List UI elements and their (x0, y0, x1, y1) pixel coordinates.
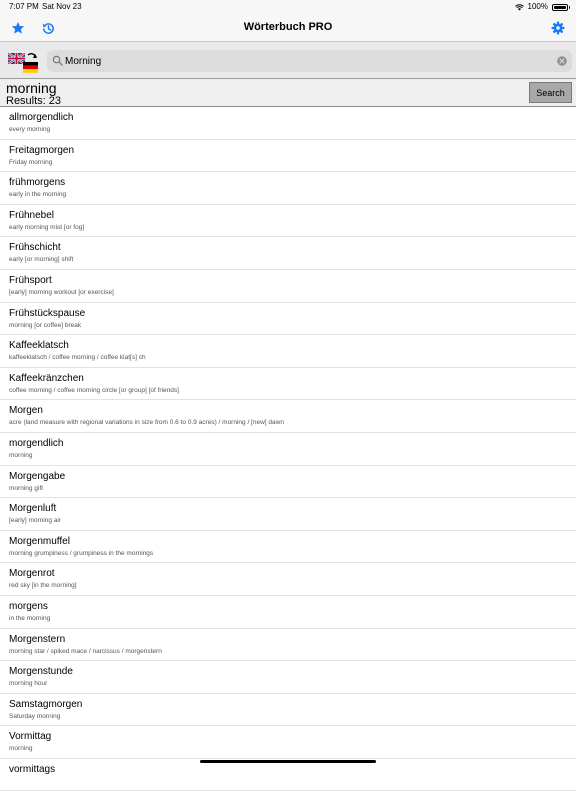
list-item[interactable] (0, 303, 576, 336)
entry-translation: kaffeeklatsch / coffee morning / coffee klat[s] ch (9, 354, 146, 362)
entry-term: Frühstückspause (9, 307, 86, 319)
wifi-icon (515, 4, 524, 11)
list-item[interactable] (0, 498, 576, 531)
entry-term: Morgenrot (9, 568, 55, 580)
gear-icon (551, 21, 565, 35)
entry-term: Vormittag (9, 731, 52, 743)
list-item[interactable] (0, 759, 576, 791)
search-button[interactable]: Search (529, 82, 572, 103)
list-item[interactable] (0, 400, 576, 433)
entry-term: Morgengabe (9, 470, 66, 482)
entry-term: Kaffeekränzchen (9, 372, 84, 384)
entry-term: Kaffeeklatsch (9, 340, 69, 352)
list-item[interactable] (0, 694, 576, 727)
entry-translation: morning (9, 451, 33, 459)
list-item[interactable] (0, 563, 576, 596)
entry-translation: morning star / spiked mace / narcissus / morgenstern (9, 647, 162, 655)
entry-translation: [early] morning workout [or exercise] (9, 288, 114, 296)
search-row (0, 42, 576, 79)
entry-term: Morgenstunde (9, 666, 73, 678)
list-item[interactable] (0, 726, 576, 759)
list-item[interactable] (0, 107, 576, 140)
entry-translation: [early] morning air (9, 517, 62, 525)
nav-bar (0, 14, 576, 42)
entry-translation: early [or morning] shift (9, 256, 74, 264)
entry-term: Morgenstern (9, 633, 66, 645)
entry-term: vormittags (9, 763, 56, 775)
entry-translation: morning hour (9, 680, 48, 688)
list-item[interactable] (0, 140, 576, 173)
entry-translation: Saturday morning (9, 712, 61, 720)
status-bar (0, 0, 576, 14)
search-input[interactable] (65, 52, 545, 70)
page-title: Wörterbuch PRO (243, 21, 333, 33)
entry-translation: red sky [in the morning] (9, 582, 77, 590)
entry-translation: early in the morning (9, 191, 67, 199)
list-item[interactable] (0, 335, 576, 368)
list-item[interactable] (0, 237, 576, 270)
list-item[interactable] (0, 466, 576, 499)
list-item[interactable] (0, 368, 576, 401)
entry-translation: morning grumpiness / grumpiness in the mornings (9, 549, 154, 557)
list-item[interactable] (0, 205, 576, 238)
magnifier-icon (52, 55, 63, 66)
status-time: 7:07 PM (9, 2, 39, 11)
status-date: Sat Nov 23 (42, 2, 82, 11)
entry-translation: morning gift (9, 484, 43, 492)
entry-term: allmorgendlich (9, 112, 74, 123)
list-item[interactable] (0, 433, 576, 466)
entry-term: Morgenluft (9, 503, 57, 515)
entry-term: Samstagmorgen (9, 698, 83, 710)
entry-translation: early morning mist [or fog] (9, 223, 85, 231)
entry-translation: morning [or coffee] break (9, 321, 82, 329)
entry-translation: in the morning (9, 614, 51, 622)
entry-term: Frühnebel (9, 209, 55, 221)
entry-term: Frühschicht (9, 242, 61, 254)
entry-term: Freitagmorgen (9, 144, 75, 156)
entry-translation: coffee morning / coffee morning circle [or group] [of friends] (9, 386, 179, 394)
entry-term: frühmorgens (9, 177, 66, 189)
battery-fill (554, 6, 566, 9)
entry-term: Morgenmuffel (9, 535, 70, 547)
list-item[interactable] (0, 629, 576, 662)
list-item[interactable] (0, 661, 576, 694)
flag-swap-icon[interactable] (8, 49, 40, 73)
results-list[interactable] (0, 107, 576, 775)
clear-icon[interactable] (557, 56, 567, 66)
list-item[interactable] (0, 172, 576, 205)
entry-term: morgens (9, 600, 48, 612)
settings-button[interactable] (549, 19, 567, 37)
battery-icon (552, 4, 568, 11)
entry-translation: every morning (9, 126, 51, 133)
entry-term: morgendlich (9, 437, 64, 449)
status-right (515, 0, 568, 14)
result-count: Results: 23 (6, 95, 62, 107)
result-query: morning (6, 80, 57, 96)
entry-translation: Friday morning (9, 158, 53, 166)
list-item[interactable] (0, 596, 576, 629)
entry-translation: morning (9, 745, 33, 753)
result-header (0, 79, 576, 107)
entry-term: Morgen (9, 405, 43, 417)
home-indicator[interactable] (200, 760, 376, 763)
entry-translation: acre (land measure with regional variations in size from 0.6 to 0.9 acres) / morning / [new] dawn (9, 419, 284, 427)
list-item[interactable] (0, 270, 576, 303)
search-field[interactable] (47, 50, 572, 72)
list-item[interactable] (0, 531, 576, 564)
battery-percent: 100% (527, 2, 548, 11)
entry-term: Frühsport (9, 274, 52, 286)
